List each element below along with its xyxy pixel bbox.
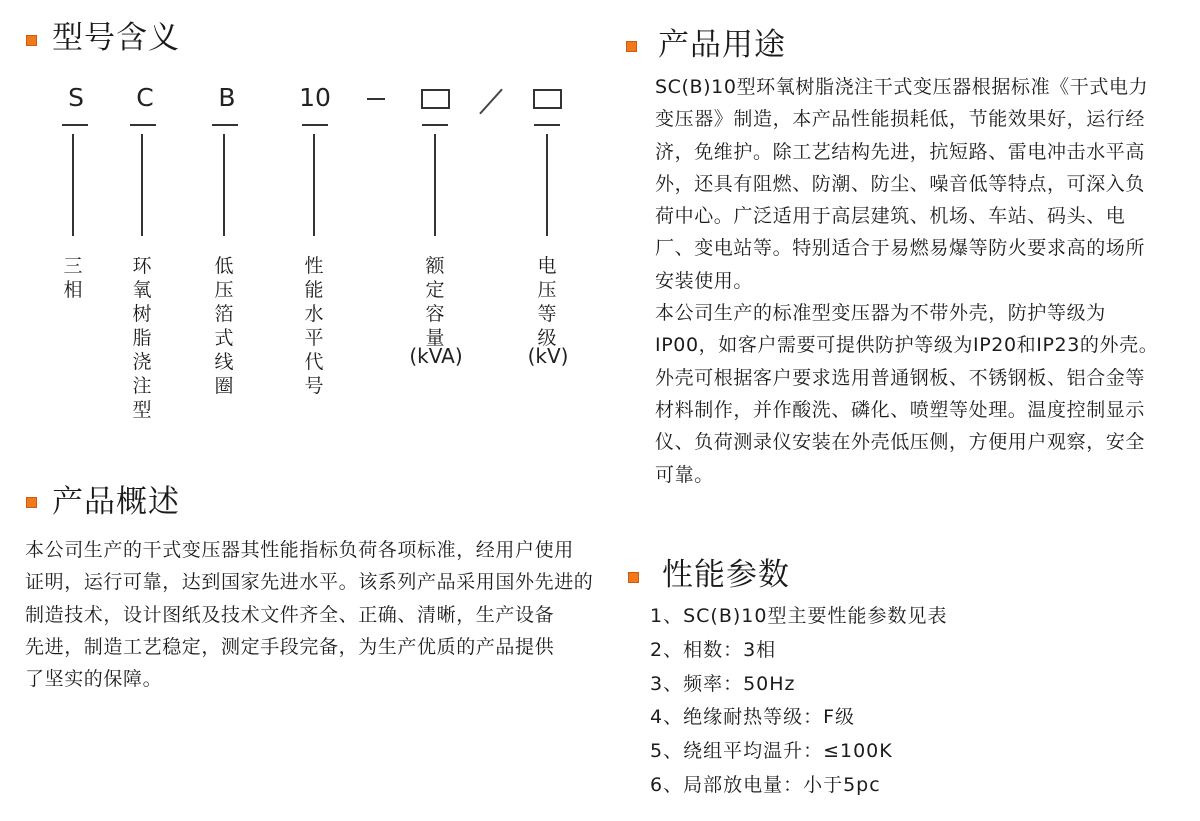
underline-voltage [534,124,560,126]
list-item: 2、相数：3相 [650,638,777,661]
text-line: 先进，制造工艺稳定，测定手段完备，为生产优质的产品提供 [25,635,555,658]
underline-10 [302,124,328,126]
text-line: 材料制作，并作酸洗、磷化、喷塑等处理。温度控制显示 [655,398,1146,421]
underline-capacity [422,124,448,126]
label-rated-capacity: 额 定 容 量 [425,255,445,349]
text-line: 可靠。 [655,463,714,486]
leader-line-b [223,134,225,236]
text-line: 安装使用。 [655,269,754,292]
capacity-box [421,89,450,109]
list-item: 6、局部放电量：小于5pc [650,773,881,796]
code-10: 10 [299,83,331,112]
text-line: 了坚实的保障。 [25,668,163,691]
usage-text [655,71,1195,491]
list-item: 4、绝缘耐热等级：F级 [650,706,856,729]
overview-heading: 产品概述 [52,484,180,520]
usage-heading: 产品用途 [658,27,786,63]
label-voltage-class: 电 压 等 级 [537,255,557,349]
label-epoxy-cast: 环 氧 树 脂 浇 注 型 [132,255,152,421]
leader-line-10 [313,134,315,236]
section-bullet-icon [26,497,37,508]
section-bullet-icon [26,35,37,46]
code-b: B [218,83,236,112]
underline-s [62,124,88,126]
text-line: 外，还具有阻燃、防潮、防尘、噪音低等特点，可深入负 [655,172,1146,195]
code-dash [367,98,385,100]
section-bullet-icon [626,41,637,52]
section-bullet-icon [628,572,639,583]
leader-line-capacity [434,134,436,236]
label-performance-code: 性 能 水 平 代 号 [304,255,324,397]
unit-kva: (kVA) [409,344,463,368]
text-line: 外壳可根据客户要求选用普通钢板、不锈钢板、铝合金等 [655,366,1146,389]
code-s: S [68,83,84,112]
text-line: 荷中心。广泛适用于高层建筑、机场、车站、码头、电 [655,205,1126,228]
underline-c [130,124,156,126]
label-three-phase: 三 相 [63,255,83,301]
text-line: 制造技术，设计图纸及技术文件齐全、正确、清晰，生产设备 [25,603,555,626]
performance-list [650,600,947,803]
code-separator-slash [479,89,503,115]
text-line: 证明，运行可靠，达到国家先进水平。该系列产品采用国外先进的 [25,571,594,594]
list-item: 1、SC(B)10型主要性能参数见表 [650,605,948,627]
text-line: 仪、负荷测录仪安装在外壳低压侧，方便用户观察，安全 [655,431,1146,454]
underline-b [212,124,238,126]
leader-line-s [72,134,74,236]
text-line: SC(B)10型环氧树脂浇注干式变压器根据标准《干式电力 [655,76,1149,98]
list-item: 5、绕组平均温升：≤100K [650,740,893,763]
voltage-box [533,89,562,109]
text-line: 济，免维护。除工艺结构先进，抗短路、雷电冲击水平高 [655,140,1146,163]
text-line: 本公司生产的标准型变压器为不带外壳，防护等级为 [655,302,1106,325]
label-lv-foil-winding: 低 压 箔 式 线 圈 [214,255,234,397]
list-item: 3、频率：50Hz [650,672,796,695]
code-c: C [136,83,154,112]
text-line: 厂、变电站等。特别适合于易燃易爆等防火要求高的场所 [655,237,1146,260]
unit-kv: (kV) [527,344,569,368]
text-line: 本公司生产的干式变压器其性能指标负荷各项标准，经用户使用 [25,539,574,561]
leader-line-voltage [546,134,548,236]
text-line: IP00，如客户需要可提供防护等级为IP20和IP23的外壳。 [655,334,1159,357]
leader-line-c [141,134,143,236]
performance-heading: 性能参数 [662,557,790,593]
text-line: 变压器》制造，本产品性能损耗低，节能效果好，运行经 [655,108,1146,131]
model-meaning-heading: 型号含义 [52,20,180,56]
overview-text [25,534,605,695]
